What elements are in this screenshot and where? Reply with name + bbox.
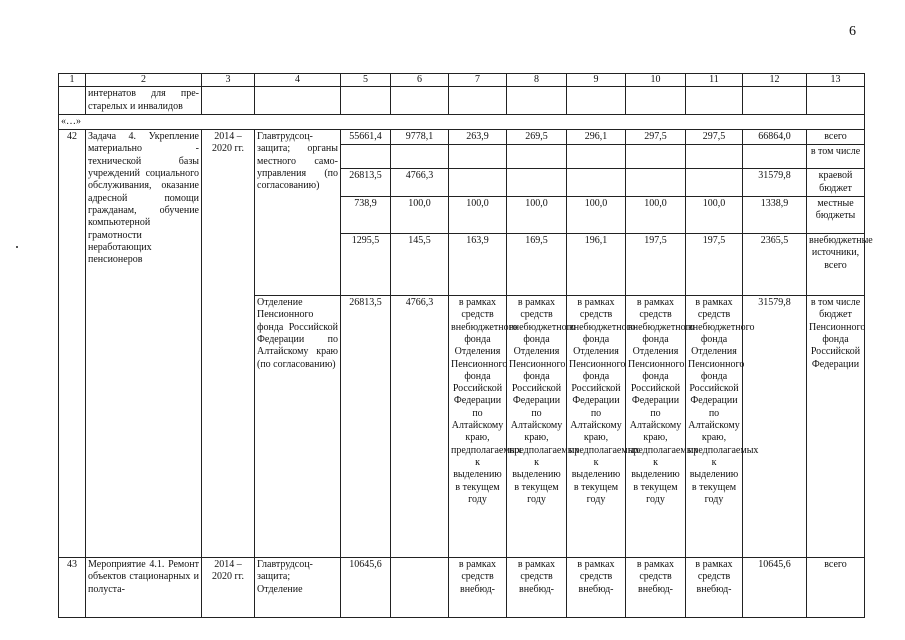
value-cell: 297,5 <box>686 130 743 145</box>
header-cell: 5 <box>341 74 391 87</box>
value-cell: 31579,8 <box>743 296 807 558</box>
header-cell: 10 <box>626 74 686 87</box>
value-cell: 100,0 <box>391 197 449 234</box>
period: 2014 – 2020 гг. <box>202 558 255 618</box>
value-cell: 100,0 <box>507 197 567 234</box>
value-cell: 26813,5 <box>341 169 391 197</box>
period: 2014 – 2020 гг. <box>202 130 255 558</box>
program-table <box>58 73 873 618</box>
header-cell: 7 <box>449 74 507 87</box>
row-number: 42 <box>59 130 86 558</box>
value-cell: 163,9 <box>449 234 507 296</box>
task-description: Мероприятие 4.1. Ремонт объектов стационарных и полуста- <box>86 558 202 618</box>
fund-note: в рамках средств внебюд- <box>686 558 743 618</box>
table-row-prev <box>59 87 865 115</box>
executor-pension-fund: Отделение Пенсионного фонда Российской Федерации по Алтайскому краю (по согласованию) <box>255 296 341 558</box>
header-cell: 1 <box>59 74 86 87</box>
header-cell: 2 <box>86 74 202 87</box>
table-row-43 <box>59 558 865 618</box>
header-cell: 12 <box>743 74 807 87</box>
value-cell: 2365,5 <box>743 234 807 296</box>
page-number: 6 <box>849 24 856 39</box>
value-cell: 4766,3 <box>391 169 449 197</box>
fund-note: в рамках средств внебюджетного фонда Отделения Пенсионного фонда Российской Федерации по Алтайскому краю, предполагаемых к выделению в текущем году <box>449 296 507 558</box>
source-label: местные бюджеты <box>807 197 865 234</box>
fund-note: в рамках средств внебюджетного фонда Отделения Пенсионного фонда Российской Федерации по Алтайскому краю, предполагаемых к выделению в текущем году <box>507 296 567 558</box>
scan-speck <box>16 246 18 248</box>
executor: Главтрудсоц-защита; органы местного само-управления (по согласованию) <box>255 130 341 296</box>
table-row-42-total <box>59 130 865 145</box>
source-label: всего <box>807 130 865 145</box>
fund-note: в рамках средств внебюд- <box>507 558 567 618</box>
fund-note: в рамках средств внебюд- <box>626 558 686 618</box>
value-cell: 4766,3 <box>391 296 449 558</box>
value-cell: 169,5 <box>507 234 567 296</box>
ellipsis-text: «…» <box>59 114 865 129</box>
fund-note: в рамках средств внебюд- <box>567 558 626 618</box>
fund-note: в рамках средств внебюджетного фонда Отделения Пенсионного фонда Российской Федерации по Алтайскому краю, предполагаемых к выделению в текущем году <box>626 296 686 558</box>
value-cell: 263,9 <box>449 130 507 145</box>
ellipsis-row <box>59 114 865 129</box>
header-cell: 8 <box>507 74 567 87</box>
value-cell: 296,1 <box>567 130 626 145</box>
executor: Главтрудсоц-защита; Отделение <box>255 558 341 618</box>
header-cell: 13 <box>807 74 865 87</box>
fund-note: в рамках средств внебюджетного фонда Отделения Пенсионного фонда Российской Федерации по Алтайскому краю, предполагаемых к выделению в текущем году <box>567 296 626 558</box>
value-cell: 100,0 <box>626 197 686 234</box>
prev-row-text: интернатов для пре-старелых и инвалидов <box>86 87 202 115</box>
value-cell: 66864,0 <box>743 130 807 145</box>
value-cell: 100,0 <box>686 197 743 234</box>
value-cell: 9778,1 <box>391 130 449 145</box>
value-cell: 738,9 <box>341 197 391 234</box>
value-cell: 100,0 <box>449 197 507 234</box>
value-cell: 1338,9 <box>743 197 807 234</box>
header-cell: 4 <box>255 74 341 87</box>
header-cell: 6 <box>391 74 449 87</box>
source-label: в том числе бюджет Пенсионного фонда Российской Федерации <box>807 296 865 558</box>
source-label: всего <box>807 558 865 618</box>
source-label: внебюджетные источники, всего <box>807 234 865 296</box>
value-cell: 145,5 <box>391 234 449 296</box>
value-cell: 55661,4 <box>341 130 391 145</box>
value-cell: 269,5 <box>507 130 567 145</box>
fund-note: в рамках средств внебюд- <box>449 558 507 618</box>
value-cell: 26813,5 <box>341 296 391 558</box>
header-cell: 3 <box>202 74 255 87</box>
fund-note: в рамках средств внебюджетного фонда Отделения Пенсионного фонда Российской Федерации по Алтайскому краю, предполагаемых к выделению в текущем году <box>686 296 743 558</box>
header-cell: 11 <box>686 74 743 87</box>
row-number: 43 <box>59 558 86 618</box>
value-cell: 10645,6 <box>341 558 391 618</box>
source-label: краевой бюджет <box>807 169 865 197</box>
value-cell: 100,0 <box>567 197 626 234</box>
value-cell: 197,5 <box>626 234 686 296</box>
task-description: Задача 4. Укрепление материально - технической базы учреждений социального обслуживания, оказание адресной помощи гражданам, обучение компьютерной грамотности неработающих пенсионеров <box>86 130 202 558</box>
value-cell: 1295,5 <box>341 234 391 296</box>
value-cell: 297,5 <box>626 130 686 145</box>
value-cell: 31579,8 <box>743 169 807 197</box>
value-cell: 10645,6 <box>743 558 807 618</box>
source-label: в том числе <box>807 145 865 169</box>
table-header-row <box>59 74 865 87</box>
header-cell: 9 <box>567 74 626 87</box>
value-cell: 197,5 <box>686 234 743 296</box>
value-cell: 196,1 <box>567 234 626 296</box>
